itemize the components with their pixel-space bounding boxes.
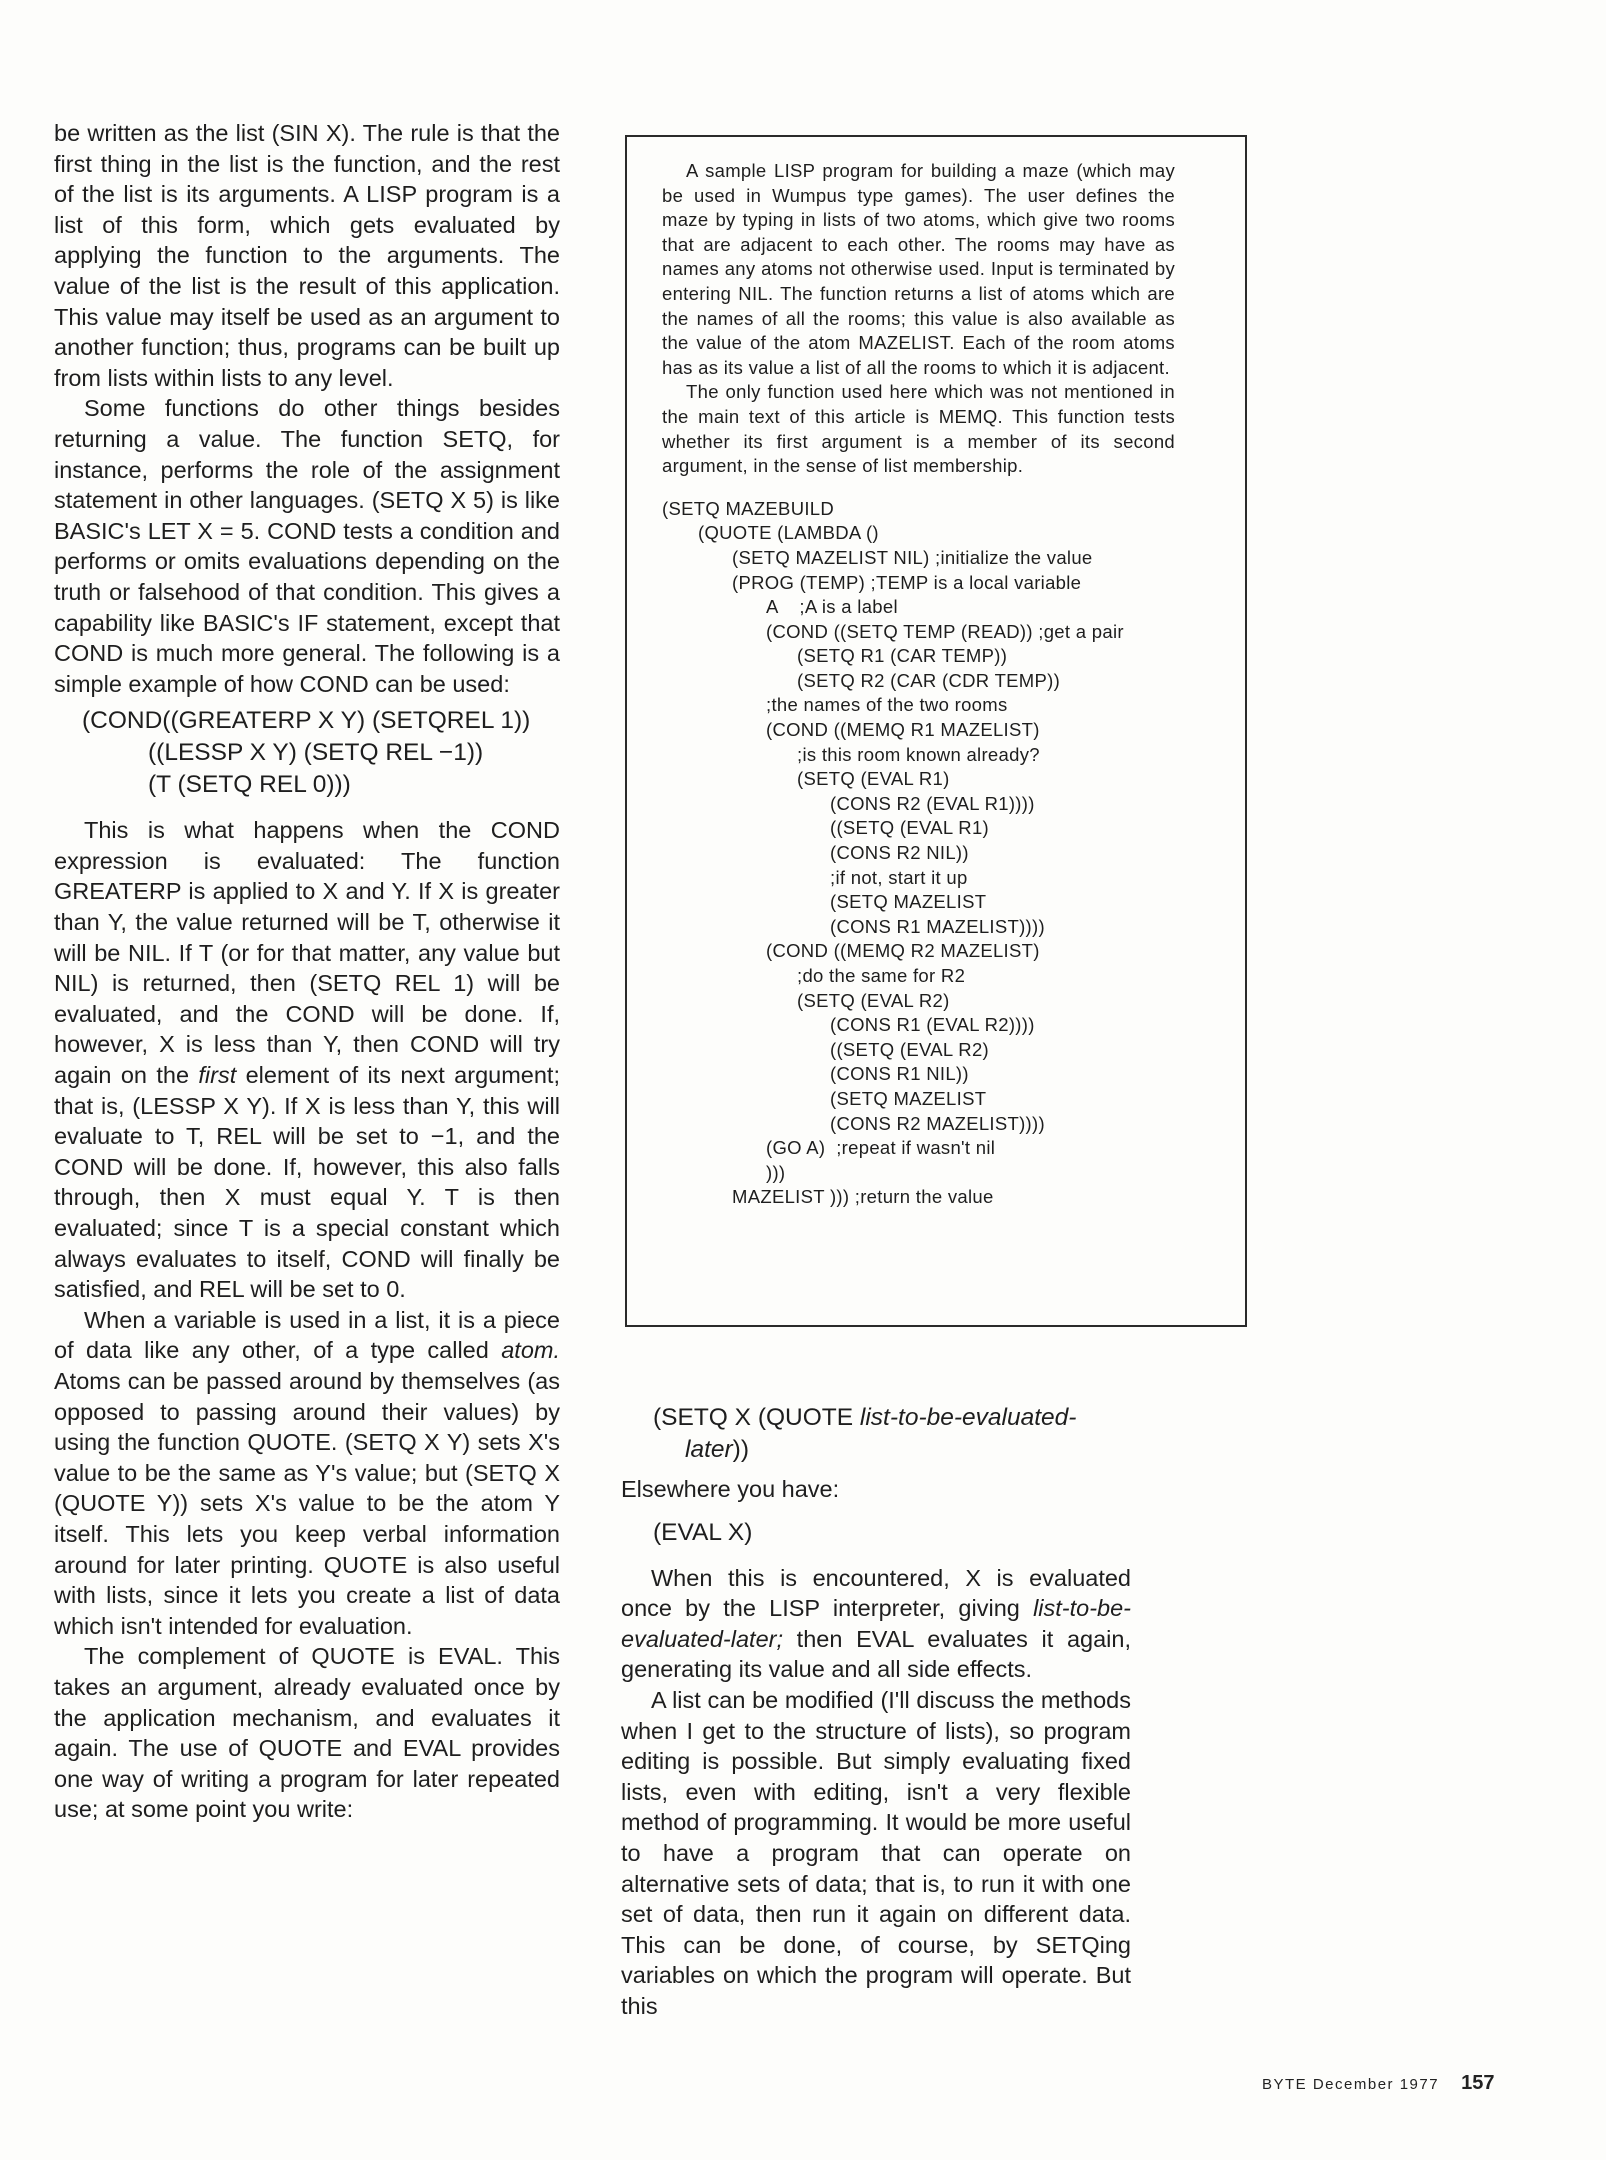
paragraph [621, 1563, 1131, 1685]
code-line: (COND ((SETQ TEMP (READ)) ;get a pair [766, 620, 1124, 642]
code-line: (SETQ (EVAL R1) [797, 768, 950, 790]
code-line: ;is this room known already? [797, 743, 1040, 765]
text-run: Atoms can be passed around by themselves (as opposed to passing around their values) by using the function QUOTE. (SETQ X Y) sets X's value to be the same as Y's value; but (SETQ X (QUOTE Y)) sets X's value to be the atom Y itself. This lets you keep verbal information around for later printing. QUOTE is also useful with lists, since it lets you create a list of data which isn't intended for evaluation. [54, 1367, 560, 1639]
code-line: ((LESSP X Y) (SETQ REL −1)) [148, 739, 484, 767]
paragraph: Elsewhere you have: [621, 1476, 840, 1502]
code-line: (SETQ MAZELIST NIL) ;initialize the value [732, 546, 1093, 568]
text-run: then EVAL evaluates it again, generating its value and all side effects. [621, 1625, 1131, 1683]
emphasis: atom. [501, 1337, 560, 1364]
text-run: This is what happens when the COND expression is evaluated: The function GREATERP is applied to X and Y. If X is greater than Y, the value returned will be T, otherwise it will be NIL. If T (or for that matter, any value but NIL) is returned, then (SETQ REL 1) will be evaluated, and the COND will be done. If, however, X is less than Y, then COND will try again on the [54, 817, 560, 1089]
text-run: When a variable is used in a list, it is a piece of data like any other, of a type called [54, 1306, 560, 1364]
text-run: element of its next argument; that is, (LESSP X Y). If X is less than Y, this will evaluate to T, REL will be set to −1, and the COND will be done. If, however, this also falls through, then X must equal Y. T is then evaluated; since T is a special constant which always evaluates to itself, COND will finally be satisfied, and REL will be set to 0. [54, 1062, 560, 1303]
code-line: (CONS R2 MAZELIST)))) [830, 1112, 1045, 1134]
code-line: (CONS R1 MAZELIST)))) [830, 915, 1045, 937]
code-line: (T (SETQ REL 0))) [148, 771, 351, 799]
setq-quote-code [653, 1402, 1131, 1466]
code-line: (GO A) ;repeat if wasn't nil [766, 1137, 996, 1159]
code-line: ;do the same for R2 [797, 965, 966, 986]
code-continuation [653, 1436, 749, 1463]
code-line: A ;A is a label [766, 596, 898, 618]
code-line: (SETQ R2 (CAR (CDR TEMP)) [797, 669, 1061, 691]
code-line: (SETQ (EVAL R2) [797, 989, 950, 1011]
code-line: ((SETQ (EVAL R2) [830, 1038, 989, 1060]
eval-code: (EVAL X) [653, 1518, 753, 1546]
code-line: (SETQ MAZELIST [830, 891, 987, 913]
paragraph [54, 815, 560, 1305]
cond-example-code [82, 705, 560, 801]
paragraph: be written as the list (SIN X). The rule is that the first thing in the list is the function, and the rest of the list is its arguments. A LISP program is a list of this form, which gets evaluated by applying the function to the arguments. The value of the list is the result of this application. This value may itself be used as an argument to another function; thus, programs can be built up from lists within lists to any level. [54, 120, 560, 391]
code-line: (COND ((MEMQ R1 MAZELIST) [766, 719, 1040, 741]
emphasis: list-to-be-evaluated- [859, 1404, 1077, 1431]
code-line: (QUOTE (LAMBDA () [698, 522, 879, 544]
emphasis: list-to-be-evaluated-later; [621, 1595, 1131, 1652]
page-number: 157 [1461, 2072, 1495, 2094]
page-footer [1262, 2072, 1494, 2095]
left-column [54, 118, 560, 1825]
code-line: ))) [766, 1161, 786, 1183]
text-run: When this is encountered, X is evaluated once by the LISP interpreter, giving [621, 1564, 1131, 1622]
code-line: (CONS R2 (EVAL R1)))) [830, 792, 1035, 814]
emphasis: first [198, 1062, 237, 1089]
code-line: ((SETQ (EVAL R1) [830, 817, 989, 839]
code-line: MAZELIST ))) ;return the value [732, 1186, 994, 1208]
code-line: ;the names of the two rooms [766, 694, 1008, 716]
program-listing-box [625, 135, 1247, 1327]
right-column [621, 1402, 1131, 2022]
code-line: (CONS R1 (EVAL R2)))) [830, 1014, 1035, 1036]
lisp-listing [662, 497, 1175, 1210]
code-text: (SETQ X (QUOTE [653, 1404, 860, 1431]
sidebar-intro: A sample LISP program for building a maze (which may be used in Wumpus type games). The user defines the maze by typing in lists of two atoms, which give two rooms that are adjacent to each other. The rooms may have as names any atoms not otherwise used. Input is terminated by entering NIL. The function returns a list of atoms which are the names of all the rooms; this value is also available as the value of the atom MAZELIST. Each of the room atoms has as its value a list of all the rooms to which it is adjacent. [662, 160, 1175, 378]
code-line: (CONS R1 NIL)) [830, 1063, 969, 1085]
code-line: ;if not, start it up [830, 866, 968, 888]
code-line: (COND((GREATERP X Y) (SETQREL 1)) [82, 707, 531, 735]
paragraph: A list can be modified (I'll discuss the methods when I get to the structure of lists), so program editing is possible. But simply evaluating fixed lists, even with editing, isn't a very flexible method of programming. It would be more useful to have a program that can operate on alternative sets of data; that is, to run it with one set of data, then run it again on different data. This can be done, of course, by SETQing variables on which the program will operate. But this [621, 1686, 1131, 2019]
paragraph: The complement of QUOTE is EVAL. This takes an argument, already evaluated once by the application mechanism, and evaluates it again. The use of QUOTE and EVAL provides one way of writing a program for later repeated use; at some point you write: [54, 1643, 560, 1823]
code-line: (COND ((MEMQ R2 MAZELIST) [766, 940, 1040, 962]
paragraph: Some functions do other things besides returning a value. The function SETQ, for instance, performs the role of the assignment statement in other languages. (SETQ X 5) is like BASIC's LET X = 5. COND tests a condition and performs or omits evaluations depending on the truth or falsehood of that condition. This gives a capability like BASIC's IF statement, except that COND is much more general. The following is a simple example of how COND can be used: [54, 395, 560, 697]
paragraph [54, 1305, 560, 1642]
sidebar-note: The only function used here which was not mentioned in the main text of this article is MEMQ. This function tests whether its first argument is a member of its second argument, in the sense of list membership. [662, 381, 1175, 477]
code-line: (SETQ R1 (CAR TEMP)) [797, 645, 1008, 667]
code-line: (PROG (TEMP) ;TEMP is a local variable [732, 571, 1082, 593]
code-text: )) [732, 1436, 749, 1463]
emphasis: later [685, 1436, 733, 1463]
code-line: (SETQ MAZELIST [830, 1087, 987, 1109]
code-line: (CONS R2 NIL)) [830, 842, 969, 864]
publication-name: BYTE December 1977 [1262, 2076, 1440, 2093]
code-line: (SETQ MAZEBUILD [662, 497, 835, 519]
